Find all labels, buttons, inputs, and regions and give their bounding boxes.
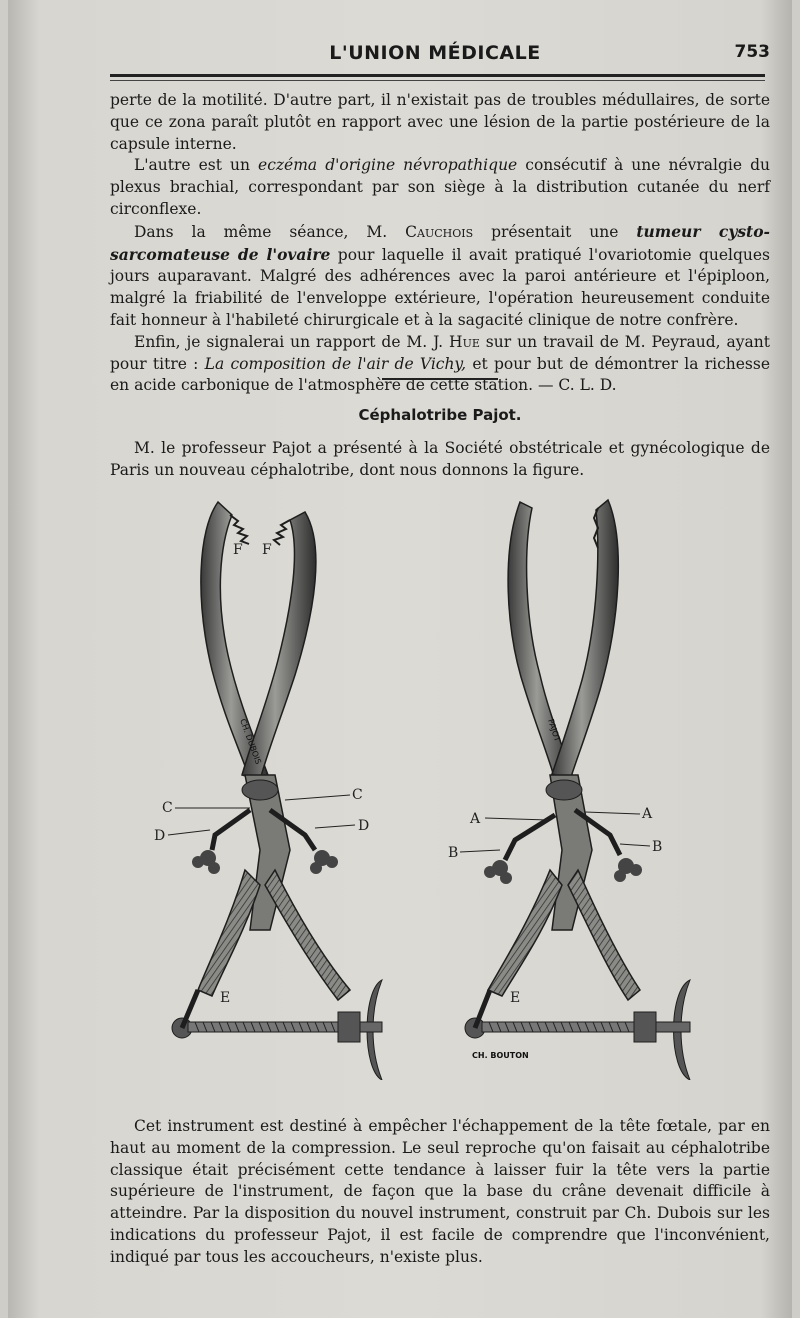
running-header bbox=[100, 42, 770, 72]
article-body-bottom bbox=[110, 1116, 770, 1269]
label-a-right: A bbox=[642, 806, 653, 822]
italic-term: eczéma d'origine névropathique bbox=[258, 156, 518, 175]
label-c-right: C bbox=[352, 787, 363, 803]
right-fig-nut bbox=[634, 1012, 656, 1042]
paragraph-instrument: Cet instrument est destiné à empêcher l'échappement de la tête fœtale, par en haut au moment de la compression. Le seul reproche qu'on faisait au céphalotribe classique était précisément cette tendance à laisser fuir la tête vers la partie supérieure de l'instrument, de façon que la base du crâne devenait difficile à atteindre. Par la disposition du nouvel instrument, construit par Ch. Dubois sur les indications du professeur Pajot, il est facile de comprendre que l'inconvénient, indiqué par tous les accoucheurs, n'existe plus. bbox=[110, 1117, 770, 1266]
label-d-right: D bbox=[358, 818, 370, 834]
right-teeth bbox=[274, 520, 290, 545]
header-rule-thin bbox=[110, 80, 765, 81]
leader-d-right bbox=[315, 825, 355, 828]
text-run: et pour but de démontrer la richesse en acide carbonique de l'atmosphère de cette station. — C. L. D. bbox=[110, 354, 770, 395]
paragraph-pajot-intro: M. le professeur Pajot a présenté à la Société obstétricale et gynécologique de Paris un nouveau céphalotribe, dont nous donnons la figure. bbox=[110, 439, 770, 479]
journal-title: L'UNION MÉDICALE bbox=[329, 42, 541, 64]
left-handle bbox=[198, 870, 260, 996]
label-b-right: B bbox=[652, 839, 663, 855]
right-fig-left-knob bbox=[484, 860, 512, 884]
leader-a-left bbox=[485, 818, 548, 820]
paragraph-motility: perte de la motilité. D'autre part, il n'existait pas de troubles médullaires, de sorte que ce zona paraît plutôt en rapport avec une lésion de la partie postérieure de la capsule interne. bbox=[110, 91, 770, 153]
paragraph-hue bbox=[110, 332, 770, 397]
italic-term: tumeur cysto-sarcomateuse de l'ovaire bbox=[110, 221, 770, 264]
label-c-left: C bbox=[162, 800, 173, 816]
text-run: sur un travail de M. Peyraud, ayant pour titre : bbox=[110, 332, 770, 373]
text-run: pour laquelle il avait pratiqué l'ovariotomie quelques jours auparavant. Malgré des adhérences avec la paroi antérieure et l'épiploon, malgré la friabilité de l'enveloppe extérieure, l'opération heureusement conduite fait honneur à l'habileté chirurgicale et à la sagacité clinique de notre confrère. bbox=[110, 245, 770, 329]
text-run: présentait une bbox=[473, 222, 637, 241]
right-fig-pivot bbox=[546, 780, 582, 800]
text-run: Enfin, je signalerai un rapport de M. J. bbox=[134, 332, 450, 351]
left-thumb-knob bbox=[192, 850, 220, 874]
leader-b-right bbox=[620, 844, 650, 846]
right-thumb-knob bbox=[310, 850, 338, 874]
paragraph-eczema bbox=[110, 155, 770, 220]
text-run: L'autre est un bbox=[134, 156, 259, 175]
header-rule bbox=[110, 74, 765, 77]
left-screw-arm bbox=[212, 810, 250, 850]
text-run: Dans la même séance, M. bbox=[134, 222, 406, 241]
label-f-right: F bbox=[262, 542, 272, 558]
author-name: Hue bbox=[449, 332, 480, 351]
right-cephalotribe bbox=[448, 500, 690, 1080]
left-cephalotribe bbox=[154, 502, 382, 1080]
right-fig-left-blade bbox=[508, 502, 572, 780]
author-name: Cauchois bbox=[405, 222, 474, 241]
right-handle bbox=[265, 870, 350, 1000]
leader-d-left bbox=[168, 830, 210, 835]
leader-b-left bbox=[460, 850, 500, 852]
leader-a-right bbox=[585, 812, 640, 814]
page-number: 753 bbox=[734, 42, 770, 62]
engraving-dubois: CH. DUBOIS bbox=[238, 717, 263, 766]
lock-pivot bbox=[242, 780, 278, 800]
right-fig-left-handle bbox=[488, 870, 562, 996]
cephalotribe-figure bbox=[100, 490, 740, 1080]
left-teeth bbox=[230, 515, 249, 544]
right-fig-right-handle bbox=[568, 870, 640, 1000]
right-fig-wing-shaft bbox=[656, 1022, 690, 1032]
leader-c-right bbox=[285, 795, 350, 800]
article-body-top bbox=[110, 90, 770, 397]
text-run: consécutif à une névralgie du plexus brachial, correspondant par son siège à la distribution cutanée du nerf circonflexe. bbox=[110, 156, 770, 218]
article-intro bbox=[110, 438, 770, 482]
label-d-left: D bbox=[154, 828, 166, 844]
paragraph-cauchois bbox=[110, 221, 770, 332]
label-f-left: F bbox=[233, 542, 243, 558]
right-fig-right-knob bbox=[614, 858, 642, 882]
wing-shaft bbox=[360, 1022, 382, 1032]
section-separator bbox=[382, 378, 498, 380]
engraving-pajot: PAJOT bbox=[546, 717, 562, 743]
section-title: Céphalotribe Pajot. bbox=[358, 406, 522, 424]
engraver-signature: CH. BOUTON bbox=[472, 1051, 529, 1060]
label-e: E bbox=[220, 990, 231, 1006]
label-a-left: A bbox=[470, 811, 481, 827]
label-b-left: B bbox=[448, 845, 459, 861]
screw-nut bbox=[338, 1012, 360, 1042]
label-e-right: E bbox=[510, 990, 521, 1006]
italic-title: La composition de l'air de Vichy, bbox=[204, 354, 467, 373]
right-fig-left-arm bbox=[505, 815, 555, 860]
